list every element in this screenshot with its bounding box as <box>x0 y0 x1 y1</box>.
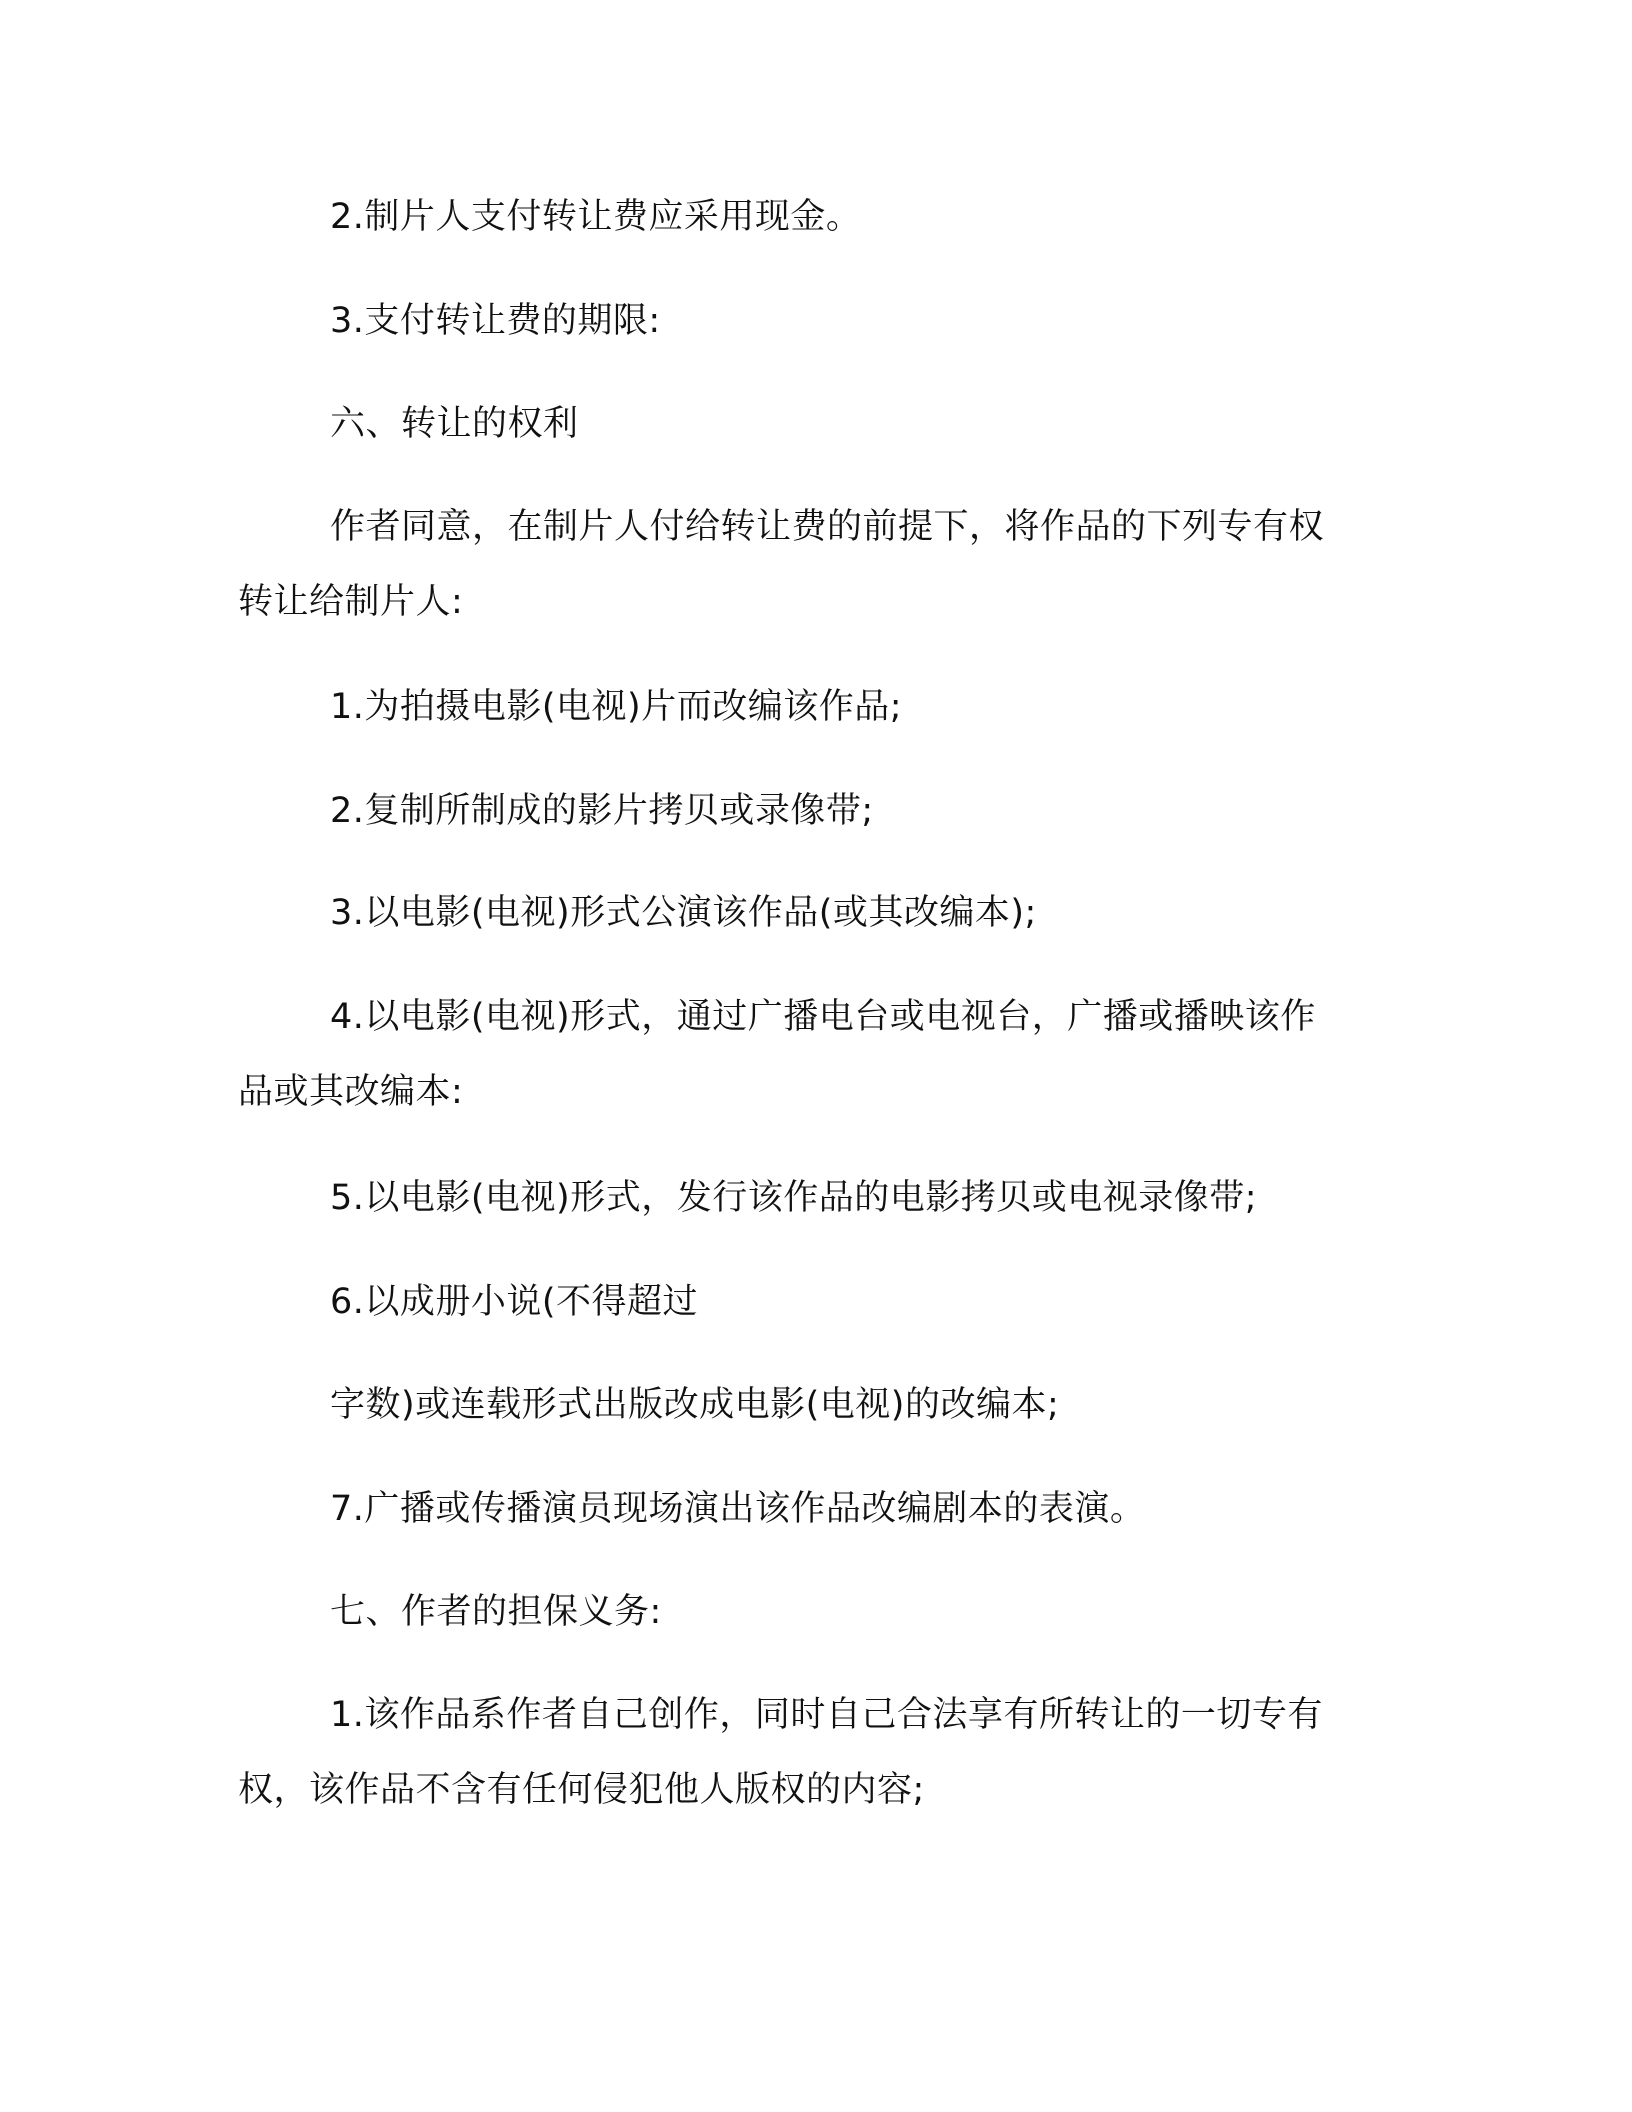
right-item-6-line-2: 字数)或连载形式出版改成电影(电视)的改编本; <box>330 1385 1060 1425</box>
right-item-1: 1.为拍摄电影(电视)片而改编该作品; <box>330 687 902 727</box>
clause-payment-deadline: 3.支付转让费的期限: <box>330 301 661 341</box>
section-heading-rights: 六、转让的权利 <box>330 404 579 444</box>
warranty-item-1-line-1: 1.该作品系作者自己创作，同时自己合法享有所转让的一切专有 <box>330 1695 1323 1735</box>
right-item-6-line-1: 6.以成册小说(不得超过 <box>330 1282 699 1322</box>
rights-intro-line-1: 作者同意，在制片人付给转让费的前提下，将作品的下列专有权 <box>330 507 1325 547</box>
section-heading-warranty: 七、作者的担保义务: <box>330 1592 662 1632</box>
right-item-3: 3.以电影(电视)形式公演该作品(或其改编本); <box>330 893 1037 933</box>
right-item-4-line-2: 品或其改编本: <box>238 1072 464 1112</box>
right-item-4-line-1: 4.以电影(电视)形式，通过广播电台或电视台，广播或播映该作 <box>330 997 1316 1037</box>
warranty-item-1-line-2: 权，该作品不含有任何侵犯他人版权的内容; <box>238 1770 925 1810</box>
right-item-2: 2.复制所制成的影片拷贝或录像带; <box>330 791 874 831</box>
right-item-7: 7.广播或传播演员现场演出该作品改编剧本的表演。 <box>330 1489 1146 1529</box>
rights-intro-line-2: 转让给制片人: <box>238 582 464 622</box>
right-item-5: 5.以电影(电视)形式，发行该作品的电影拷贝或电视录像带; <box>330 1178 1257 1218</box>
clause-payment-method: 2.制片人支付转让费应采用现金。 <box>330 197 862 237</box>
